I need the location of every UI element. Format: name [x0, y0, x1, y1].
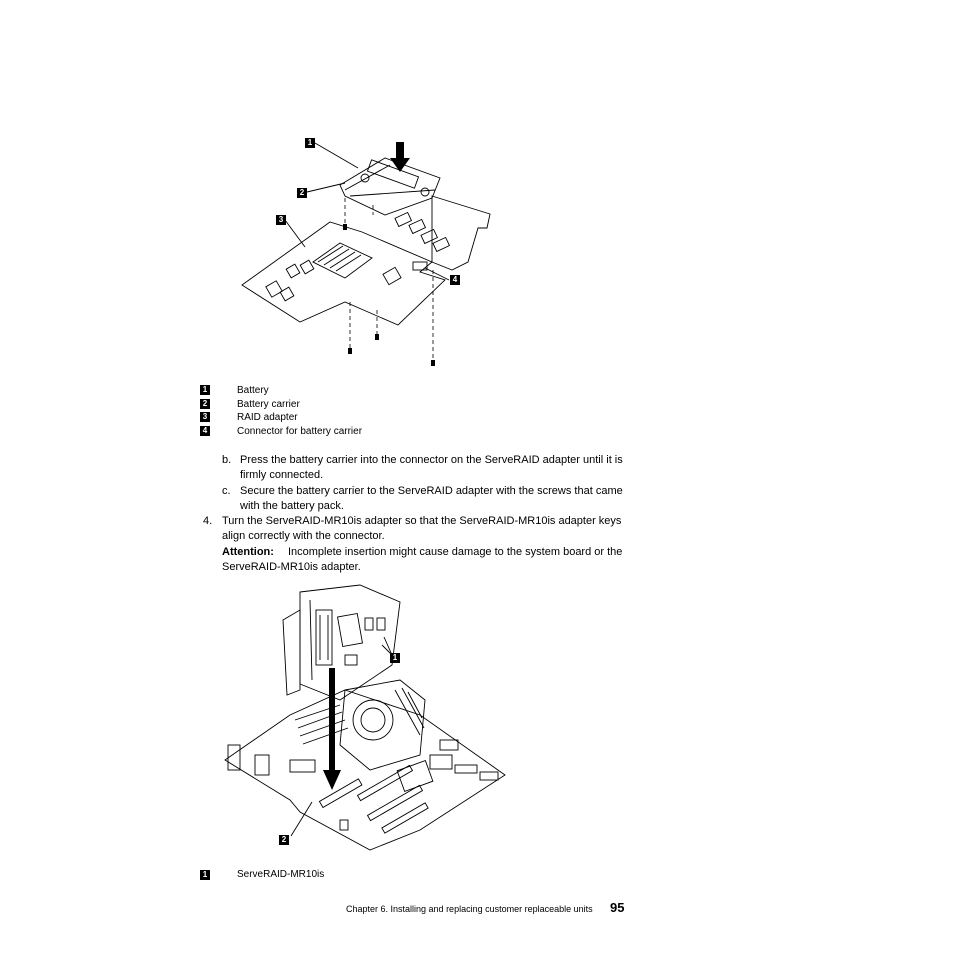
- legend-number: 3: [200, 412, 210, 422]
- step-c-text: Secure the battery carrier to the ServeRAID adapter with the screws that came with the battery pack.: [240, 485, 623, 512]
- step-4-marker: 4.: [203, 515, 213, 527]
- callout-1: 1: [305, 138, 315, 148]
- step-b-marker: b.: [222, 454, 232, 466]
- callout-4: 4: [450, 275, 460, 285]
- legend-label: Battery: [237, 385, 269, 396]
- callout-2: 2: [297, 188, 307, 198]
- legend-label: Battery carrier: [237, 399, 300, 410]
- legend-number: 1: [200, 870, 210, 880]
- legend-number: 1: [200, 385, 210, 395]
- legend-label: Connector for battery carrier: [237, 426, 363, 437]
- footer-chapter-text: Chapter 6. Installing and replacing customer replaceable units: [346, 904, 593, 914]
- legend-number: 2: [200, 399, 210, 409]
- legend-number: 4: [200, 426, 210, 436]
- callout-3: 3: [276, 215, 286, 225]
- step-c-marker: c.: [222, 485, 231, 497]
- page-number: 95: [610, 900, 625, 915]
- step-b-text: Press the battery carrier into the connector on the ServeRAID adapter until it is firmly connected.: [240, 454, 623, 481]
- callout-1: 1: [390, 653, 400, 663]
- callout-2: 2: [279, 835, 289, 845]
- attention-text: Incomplete insertion might cause damage to the system board or the ServeRAID-MR10is adapter.: [222, 546, 623, 573]
- attention-label: Attention:: [222, 546, 274, 558]
- legend-label: ServeRAID-MR10is: [237, 869, 325, 880]
- step-4-text: Turn the ServeRAID-MR10is adapter so that the ServeRAID-MR10is adapter keys align correctly with the connector.: [222, 515, 622, 542]
- legend-label: RAID adapter: [237, 412, 298, 423]
